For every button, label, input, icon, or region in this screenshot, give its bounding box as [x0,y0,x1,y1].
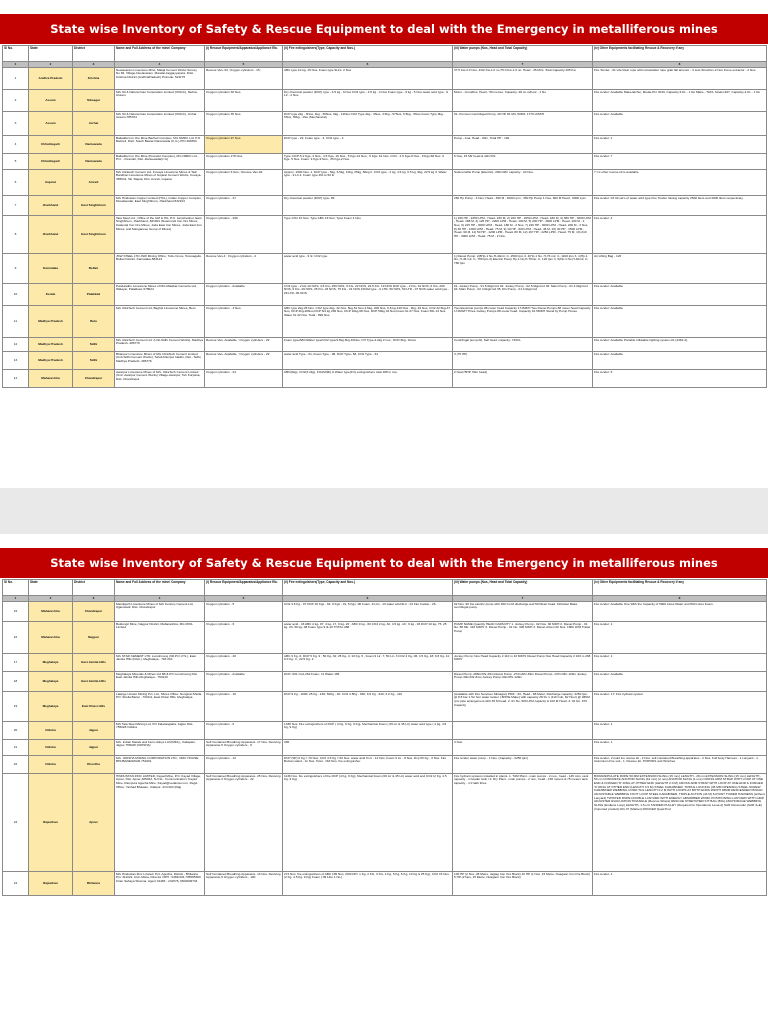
column-header: District [73,580,115,596]
column-number: 4 [115,596,205,602]
fire-extinguishers: DCP type - 22, Foam type - 3, CO2 type - 4 [283,136,453,154]
column-header: (iii) Water pumps (Nos, Head and Total Capacity) [453,580,593,596]
mine-name: Lafarge Umiam Mining Pvt. Ltd., Mines Office: Nongtrai-Shella, PO: Shella Bazar - 793111, East Khasi Hills, Meghalaya. [115,692,205,722]
fire-extinguishers: DCP- 601 Co2-262 Foam- 11 Water-186 [283,672,453,692]
other-equipment: Fire tender- 1 [593,722,767,740]
other-equipment: Fire tender: 7 [593,154,767,170]
other-equipment: Fire tender: 1 [593,136,767,154]
district: Sibsagar [73,90,115,112]
fire-extinguishers: 272 Nos. fire extinguishers of ABC 199 Nos. (500 DPI, 1 Kg, 2 KG, 3 KG, 4 Kg, 5 Kg, 6 Kg, 10 Kg & 25 Kg), CO2 15 Nos. (2 Kg, 4.5 Kg, 9 Kg) Foam ( 09 Litre 1 No.) [283,872,453,896]
district: Amreli [73,170,115,196]
column-number: 5 [205,596,283,602]
column-number: 6 [283,62,453,68]
rescue-equipment: Rescue Van-4 ; Oxygen cylinders - 2 [205,254,283,284]
fire-extinguishers: 396 [283,740,453,756]
sl-no: 21 [3,740,29,756]
state: Madhya Pradesh [29,338,73,352]
sl-no: 7 [3,196,29,216]
page-title: State wise Inventory of Safety & Rescue Equipment to deal with the Emergency in metalliferous mines [0,14,768,44]
water-pumps: 2 Nos(75HP, 50m head) [453,370,593,388]
rescue-equipment: Oxygen cylinders 30 Nos. [205,90,283,112]
mine-name: M/s. ODISHA MINING CORPORATION LTD., OMC HOUSE, BHUBANESWAR-751001 [115,756,205,774]
table-row [3,740,767,756]
other-equipment: Fire tender: Available Make-Eicher, Model-Pro 3019, Capacity-6 KL - 1 No Make - TATA, Model-407, Capacity-4 KL - 1 No [593,90,767,112]
table-row [3,672,767,692]
district: Palakkad [73,284,115,306]
other-equipment: Fire tender- 1 [593,872,767,896]
other-equipment: Fire tender: 1 [593,654,767,672]
fire-extinguishers: 1338 Nos. Fire extinguishers of DCP ( 4 Kg, 6 Kg, 9 Kg), Mechanical Foam ( 09 Ltr & 45 Ltr) water acid type ( 2 kg, 4.5 Kg, 9 Kg) [283,722,453,740]
mine-name: Pandarathu Limestone Mines of M/s Malabar Cements Ltd, Walayar, Palakkad- 678624 [115,284,205,306]
other-equipment: Fire tender: Available [593,112,767,136]
fire-extinguishers: CO2 4.5 Kg - 07 DCP 10 Kgs - 02, 9 Kgs - 01, 5 Kgs -06 Foam -9 Ltrs - 13 water acid 9Ltr - 01 Fire bucket - 26 [283,602,453,622]
state: Jharkhand [29,216,73,254]
rescue-equipment: Rescue Van- Available ; Oxygen cylinders - 29 [205,352,283,370]
district: Dantewada [73,154,115,170]
water-pumps: 01- Pomson Centrifugal Pump, 40 HP, 81 Mtr, 50M3, 1770 LPM/H [453,112,593,136]
other-equipment: Fire tender: 1 [593,622,767,654]
column-header: (i) Rescue Equipment/Apparatus/Appliance Etc. [205,46,283,62]
district: East Singhbhum [73,196,115,216]
inventory-table-2 [2,579,767,896]
water-pumps: Fire tender water pump - 1 Nos. (Capacity - 2250 lpm) [453,756,593,774]
mine-name: M/s Oil & Natural Gas Corporation Limited (ONGC), Jorhat Assam-785704 [115,112,205,136]
fire-extinguishers: DCP type 2kg - 3Nos, 4kg - 30Nos, 6kg - 12Nos CO2 Type 2kg - 3Nos, 4.5kg - 57Nos, 6.5kg - 5Nos Foam Type 9kg - 5Nos, 50kg - 1No (Mechanical) [283,112,453,136]
fire-extinguishers: ABC type 10 kg- 15 Nos; Foam type 9Ltrs- 2 Nos [283,68,453,90]
district: Chandrapur [73,370,115,388]
water-pumps: Motor - Grundfos, Head - 56 metres, Capacity- 90 cu.m/hour - 1 No [453,90,593,112]
water-pumps: 6 Nos, 15 Mtr head & 42m3/hr. [453,154,593,170]
state: Karnataka [29,254,73,284]
district: Jorhat [73,112,115,136]
table-row [3,90,767,112]
district: Dantewada [73,136,115,154]
district: Sidhi [73,338,115,352]
sl-no: 3 [3,112,29,136]
water-pumps: 37.5 Kw-2.0 Nos, 4%2 Kw-1.0 no,75.0 Kw-1.0 no. Head - 35 Mtrs. Total Capacity:195 Kw. [453,68,593,90]
sl-no: 12 [3,338,29,352]
rescue-equipment: Oxygen cylinders - 6 [205,622,283,654]
rescue-equipment: Oxygen cylinders - 6 [205,722,283,740]
sl-no: 1 [3,68,29,90]
table-row [3,654,767,672]
table-row [3,622,767,654]
district: Ajmer [73,774,115,872]
fire-extinguishers: water acid - 43 ABC 2 kg- 07, 4 kg- 17, 9 kg- 20 ; ABC 9 kg - 60 CO2 2 kg- 32, 4.5 kg -19 ; 9 kg - 03 DCP 10 kg- 75, 25 kg- 03, 50 kg- 08 Foam type 9 lit-10 TOTAL 288 [283,622,453,654]
column-header: (i) Rescue Equipment/Apparatus/Appliance Etc. [205,580,283,596]
other-equipment: Fire tender: 03 02 set's of water acid type Fire Tender having capacity 2500 liters and 4000 liters respectively. [593,196,767,216]
state: Meghalaya [29,692,73,722]
table-row [3,602,767,622]
district: Krishna [73,68,115,90]
rescue-equipment: Oxygen cylinders - 40 [205,654,283,672]
state: Rajasthan [29,774,73,872]
mine-name: M/s Tata Steel Mining Ltd, PO Kalarangiatta, Jajpur Dist-755028 Odisha [115,722,205,740]
state: Maharashtra [29,622,73,654]
sl-no: 13 [3,352,29,370]
rescue-equipment: Self Contained Breathing Apparatus- 13 Nos. Reviving Apparatus-5 Oxygen cylinders - 100 [205,872,283,896]
fire-extinguishers: Type: DCP-5.2 Kgs- 4 Nos., 4.5 Kgs- 16 Nos., 5 Kgs-31 Nos., 9 Kgs- 61 Nos. CO2 - 4.5 Kgs-8 Nos., 9 Kgs-68 Nos. 9 Kgs- 5 Nos. Foam: 9 Kgs-9 Nos., 25 Kgs-2 Nos. [283,154,453,170]
water-pumps: 1) 150 HP - 2250 LPM - Head- 230 M; 2) 220 HP - 2250 LPM - Head- 180 M, 3) 380 HP - 3000 LPM - Head- 188 M, 4) 125 HP - 2200 LPM - Head- 190 M, 5) 200 HP - 3000 LPM - Head- 190 M - 2 Nos, 6) 215 HP - 3000 LPM - Head- 180 M - 2 Nos, 7) 240 HP - 3000 LPM - Head- 200 M - 3 Nos, 8) 30 HP - 1000 LPM - Head- 75 M, 9) 10 HP - 600 LPM - Head- 45 M, 10) 30 HP - 1500 LPM - Head- 90 M, 11) 50 HP - 1200 LPM - Head- 80 M, 12) 167 HP - 2250 LPM - Head- 75 M, 13) 210 HP - 3000 LPM - Head- 75 M - 2 Nos. [453,216,593,254]
column-number: 3 [73,596,115,602]
rescue-equipment: Oxygen cylinders - 5 [205,602,283,622]
water-pumps: 02 Nos. 90 Kw electric pump with 360 Cu M discharge and 50 Meter head, Kirloskar Make centrifugal pump. [453,602,593,622]
sl-no: 15 [3,602,29,622]
other-equipment: Fire tender: Available [593,306,767,338]
rescue-equipment: Oxygen cylinders - Available [205,672,283,692]
other-equipment: Fire tender: Available [593,284,767,306]
rescue-equipment: Self Contained Breathing Apparatus- 25 Nos. Reviving Apparatus-3 Oxygen cylinders - 22 [205,774,283,872]
water-pumps: (Available with Fire Services Sibsagar) PDIF - 60, Head - 68 Meter, Discharge capacity: 2250 lpm @ 8.8 bar 1 Tel hon water tanker ( 8KPIE Make) with capacity 28 KL 1 (110 Cub. M/ Hour) @ 28KM rpm pipe arrangement with 35 M head. 2. 01 No. 900 LPM capacity & 100 M Head. 3. 02 No. 976 Capacity [453,692,593,722]
water-pumps: 100 HP (2 Nos ,28 Metre, Jajpag Iron Ore Block) 10 HP (1 Nos ,15 Metre, Nuagaon Iron Ore Block) 5 HP (2 Nos, 15 Metre, Nuagaon Iron Ore Block) [453,872,593,896]
fire-extinguishers: Foam type/ABC/Water type/CO2 type/4.5kg,5kg-10Nos, CH Type-4.2kg 2 nos., DCP-5kg- 10nos [283,338,453,352]
table-row [3,692,767,722]
other-equipment: Fire tender: Available Portable inflatable lighting system-01 (4464-4), [593,338,767,352]
column-number: 3 [73,62,115,68]
rescue-equipment: Oxygen cylinders - 10 [205,692,283,722]
column-number: 1 [3,596,29,602]
water-pumps: 3 (75 HP) [453,352,593,370]
column-header: State [29,46,73,62]
fire-extinguishers: Dry chemical powder (DCP) type - 4.5 kg - 9 Nos CO2 type - 4.5 kg - 4 Nos Foam type - 9 kg - 5 Nos water acid type - 9 Ltr - 2 Nos [283,90,453,112]
other-equipment: 7 n's other rescue kit is available [593,170,767,196]
table-row [3,774,767,872]
state: Odisha [29,722,73,740]
page-title: State wise Inventory of Safety & Rescue Equipment to deal with the Emergency in metalliferous mines [0,548,768,578]
state: Maharashtra [29,370,73,388]
state: Assam [29,112,73,136]
mine-name: Beldongri Mine, Nagpur District, Maharashtra, M/s MOIL Limited [115,622,205,654]
column-header: District [73,46,115,62]
mine-name: M/s. Indian Metals and Ferro Alloys Ltd.(IMFA),, Kaliapani, Jajpur-755028 (ODISHA) [115,740,205,756]
mine-name: M/s Hindustan Copper Limited (HCL), Indian Copper Complex, Mosabandar, East Singhbhum, Jharkhand 832103 [115,196,205,216]
mine-name: M/s UltraTech Cement Ltd. (Unit-Sidhi Cement Works), Madhya Pradesh- 486776 [115,338,205,352]
table-row [3,136,767,154]
sl-no: 24 [3,872,29,896]
table-row [3,154,767,170]
district: Jajpur [73,740,115,756]
rescue-equipment: Oxygen cylinders - 47 [205,196,283,216]
fire-extinguishers: CO2 type - 2 kG-10 NOS, 4.5 KG- 250 NOS, 9 KG- 22 NOS, 22.5 KG- 19 NOS DCP type - 2 KG- 01 NOS, 6 KG- 290 NOS, 9 KG- 29 NOS, 25 KG- 03 NOS, 75 KG - 01 NOS FOAM type - 9 LTR- 50 NOS, 50 LTR - 07 NOS water acid type - 09 LTR- 05 NOS [283,284,453,306]
water-pumps: Two Electrical pumps 88 meter head Capacity 171M3/H Two Diesel Pumps 88 meter head Capacity 171M3/H Three Jockey Pumps 88 meter head, Capacity 10.5M3/H Stand by Pump House [453,306,593,338]
state: Kerala [29,284,73,306]
district: East Khasi Hills [73,692,115,722]
table-row [3,254,767,284]
water-pumps: 1) Diesel Pump: 2(8Hp-1 No,H-40mtr, C- 2500 lpm 3. 4(Hp-1 No, H-76 mtr, C- 1100 lpm 3. 1(Hp-1 No, H-46 mtr, C- 780 lpm 2) Electric Pump Hp-1 No,H-76mtr, C- 120 lpm 3. 5(Hp-1 No,H-40mtr, C- 780 lpm [453,254,593,284]
state: Gujarat [29,170,73,196]
sl-no: 11 [3,306,29,338]
state: Chhattisgarh [29,154,73,170]
table-row [3,196,767,216]
mine-name: Meghalaya Minerals & Mines Ltd 6B & PO Lumshnong Dist East Jaintia Hills Meghalaya - 793210 [115,672,205,692]
fire-extinguishers: DCP 9 Kg - 1000; 25 Kg - 160; 50Kg - 40. CO2 4.5Kg - 630; 6.5 Kg - 640; 3.2 Kg - 110 [283,692,453,722]
mine-name: Manikgarh Limestone Mines of M/s Century Cement Ltd, Ujjamwadi, Dist- Chandrapur [115,602,205,622]
column-number: 8 [593,62,767,68]
table-row [3,352,767,370]
sl-no: 14 [3,370,29,388]
fire-extinguishers: Approx. 1000 Nos. 1. DCP type - 5kg, 6.5kg, 10kg, 25kg, 50kg 2. CO2 type - 2 kg, 4.5 kg, 6.5 kg, 9kg, 22.5 kg 3. Water type - 9 Ltr 4. Foam type-9% to 50 ltr [283,170,453,196]
fire-extinguishers: water acid Type - 01, Foam Type - 08, DCP Type- 58, CO2 Type - 34 [283,352,453,370]
sl-no: 23 [3,774,29,872]
rescue-equipment: Self Contained Breathing Apparatus- 17 Nos. Reviving Apparatus-5 Oxygen cylinders - 5 [205,740,283,756]
district: Sidhi [73,352,115,370]
other-equipment: Fire tender- 17; Fire hydrant system [593,692,767,722]
column-number: 8 [593,596,767,602]
fire-extinguishers: 1136 Nos. fire extinguishers of the DCP (4 Kg, 9 Kg), Mechanical Foam (09 Ltr & 45 Ltr) water acid and CO2 (2 Kg, 4.5 Kg, 9 Kg) [283,774,453,872]
column-header: (ii) Fire extinguishers(Type, Capacity and Nos.) [283,46,453,62]
column-header: Name and Full Address of the mine/ Company [115,580,205,596]
sl-no: 8 [3,216,29,254]
district: Bellari [73,254,115,284]
other-equipment: Fire tender- 2 Gold fox rescue kit - 2 Nos. self contained Breathing apparatus - 2 Nos. Full body Harness - 1 Lanyard - 1. Aluminium Fire suit - 1. Rescue kit, TRIPODS and Winches. [593,756,767,774]
water-pumps: Centrifugal pump-02, Self head, capacity- 740CL [453,338,593,352]
column-number: 5 [205,62,283,68]
water-pumps: Submersible Pump (Electric)- 200m3/hr capacity - 02 Nos. [453,170,593,196]
rescue-equipment: Rescue Van- Available ; Oxygen cylinders - 29 [205,338,283,352]
rescue-equipment: Oxygen cylinders 178 Nos. [205,154,283,170]
mine-name: Tata Steel Ltd., Office of the GM & HG, P.O. Jamshedpur, East Singhbhum, Jharkhand- 831001 (Noamundi Iron Ore Mines, Katamati Iron Ore Mines, Joda East Iron Mines, Joda East Iron Mines, and Manganese Group of Mines) [115,216,205,254]
mine-name: M/s Oil & Natural Gas Corporation Limited (ONGC), Nazira, Assam. [115,90,205,112]
fire-extinguishers: Dry chemical powder (DCP) type- 89 [283,196,453,216]
rescue-equipment: Oxygen cylinders - 12 [205,756,283,774]
header-row [3,580,767,596]
sl-no: 9 [3,254,29,284]
district: Bhilwara [73,872,115,896]
state: Meghalaya [29,672,73,692]
state: Madhya Pradesh [29,352,73,370]
column-number: 6 [283,596,453,602]
sl-no: 20 [3,722,29,740]
column-number: 2 [29,596,73,602]
mine-name: Neelavaram Limestone Mine, Maiaji Cement Works Survey No.84, Village-Neelavaram, Mandal-Jaggayyapeta, Distt. Krishna District (AndhraPradesh) Pincode: 521175 [115,68,205,90]
other-equipment: BIOMANIPULATE ROPE 50 MM EXTENSION SLING (15 mm) LENGTH - 28 cm EXTENSION SLING (15 mm) LENGTH - 50 cm CONCRETE ANCHOR SLING (44 mm) (2 nos) ANCHOR SLING (1 nos) CROSS ARM STRAP WITH LOOP AT ONE END & FORGED 'D' RING AT OTHER END (LENGTH 2.0 M) CROSS ARM STRAP WITH LOOP AT ONE END & FORGED 'D' RING AT OTHER END (LENGTH 3.5 M) STEEL KARABINER, TRIPLE LOCKING (35 MM OPENING) STEEL SCREW KARABINER WEBBING CORD TAIL LENGTH 0.2 M WITH LOOPS AT BOTH ENDS WIDTH 48MM DESCENDER PROAD ADJUSTABLE WEBBING FOOT LOOP STEEL KARABINER, TRIPLE ACTION (44 M) 6-POINT TOWER HARNESS (without Lanyard) TWISTED ROPE DOUBLE LANYARD WITH ENERGY ABSORBER WORK POSITIONING LANYARD WITH GRIP ADJUSTER EVACUATION TRIANGLE (Rescue Wraps) RESCUE STRETCHER KIT BAG (BIG) ANCHORAGE WEBBING SLING (Endless Loop) LENGTH- 1.5 mtr TANDEM PULLEY (Required for Operations Level-2) SAR Descender (SAR 3+E) (Imported product) RG 07 (Marker) ROCKER Quad Pod [593,774,767,872]
column-header: (iv) Other Equipments facilitating Rescue & Recovery if any [593,580,767,596]
column-number: 7 [453,62,593,68]
mine-name: M/s Hindustan Zinc Limited, P.O. Agucha, District - Bhilwara Pin: 311022, Arun Misra, Director OPH : 0484/431,735585300 Kiran Sahaya Sharma, Agent 01483 - 241576, 9602609734 [115,872,205,896]
district: Khordha [73,756,115,774]
mine-name: Bhanpur Limestone Mines of M/s UltraTech Cement Limited (Unit-Sidhi Cement Works), Tehsil-Rampur Naikin, Dist.- Sidhi, Madhya Pradesh- 486776 [115,352,205,370]
sl-no: 5 [3,154,29,170]
column-number: 7 [453,596,593,602]
state: Meghalaya [29,654,73,672]
mine-name: Bailadila Iron Ore Mine Bacheli Complex, M/s NMDC Ltd. P.O. Bacheli, Distt. South Bastar Dantewada (C.G.) PIN 494553 [115,136,205,154]
water-pumps: Fire hydrant systems installed in plants. 1. TAM Plant - main pumps - 2 nos., head - 145 mtrs, tank capacity - 1 header tank / 2. Dry Plant - main pumps - 2 nos., head - 156 meters & 75 meters tank capacity - 1.0 lakh litres. [453,774,593,872]
column-header: State [29,580,73,596]
state: Rajasthan [29,872,73,896]
rescue-equipment: Rescue Van- 02, Oxygen cylinders - 15; [205,68,283,90]
district: Betu [73,306,115,338]
water-pumps [453,722,593,740]
mine-name: Awarpur Limestone Mines of M/s. UltraTech Cement Limited (Unit: Awarpur Cement Works) Village-Awarpur, Teh Korpana, Dist.-Chandrapur [115,370,205,388]
district: Nagpur [73,622,115,654]
fire-extinguishers: ABC(6kg), CO2(3.2kg), FOAM(9lt) & Water type(9 lt) extinguishers total 188 in nos. [283,370,453,388]
state: Jharkhand [29,196,73,216]
other-equipment: Fire tender- 1 [593,740,767,756]
column-header: (iv) Other Equipments facilitating Rescue & Recovery if any [593,46,767,62]
state: Odisha [29,740,73,756]
column-header: Name and Full Address of the mine/ Company [115,46,205,62]
column-number: 1 [3,62,29,68]
rescue-equipment: Oxygen cylinders - 24 [205,370,283,388]
column-number: 2 [29,62,73,68]
rescue-equipment: Oxygen cylinders - Available [205,284,283,306]
water-pumps: Diesel Pump -288m3/hr-29m Diesel Pump -273m3/hr-69m Diesel Pump -137m3/hr-129m Jockey Pump-30m3/hr-81m Jockey Pump-30m3/hr-129m [453,672,593,692]
table-row [3,306,767,338]
rescue-equipment: Oxygen cylinders 35 Nos. [205,112,283,136]
fire-extinguishers: DCP (SP) 6 Kg = 70 Nos. CO2 4.5 Kg = 62 Nos. water acid 9 Ltr - 12 Nos. Foam 9 Ltr - 8 Nos. Dcp 50 Kg - 3 Nos. Fire Bucket stand - 11 Nos. Total - 163 Nos. fire extinguisher. [283,756,453,774]
table-row [3,68,767,90]
water-pumps: 01. Jockey Pump - 01 5.0kg/cm2 02. Jockey Pump - 02 5.0kg/cm2 03. Main Pump - 01 4.0kg/cm2 04. Main Pump - 02 4.0kg/cm2 05. DG Pump - 01 4.0kg/cm2 [453,284,593,306]
mine-name: M/s Ultratech Cement Ltd, Kovaya Limestone Mines & Tadi Bandhan Limestone Mines of Gujarat Cement Works, Kovaya-365541, Tal. Rajula, Dist. Amreli, Gujarat [115,170,205,196]
table-row [3,338,767,352]
table-row [3,756,767,774]
table-row [3,216,767,254]
state: Maharashtra [29,602,73,622]
sl-no: 6 [3,170,29,196]
other-equipment: Fire tender: Available One With the Capacity of 5000 Litres Water and 500 Litres Foam. [593,602,767,622]
column-header: (ii) Fire extinguishers(Type, Capacity and Nos.) [283,580,453,596]
mine-name: Bailadila Iron Ore Mine (Kirandul Complex), M/s NMDC Ltd., P.O. - Kirandul, Dist.-Dantewada(C.G) [115,154,205,170]
sl-no: 18 [3,672,29,692]
fire-extinguishers: ABC type 2kg-25 Nos, CO2 type 2kg- 42 Nos, 5kg-51 Nos,4.5kg- 206 Nos, 6.8 kg-149 Nos , 9kg- 49 Nos, CO2 22.5kg-37 Nos, DCP 2kg-20Nos,DCP 6/4 kg 206 Nos, DCP 10kg-08 Nos, DCP 50kg 04 Nos,Foam 9L 07 Nos, Foam 50L 13 Nos, Water 9L 32 Nos. Total - 899 Nos. [283,306,453,338]
rescue-equipment: Oxygen cylinders - 4 Nos. [205,306,283,338]
table-row [3,170,767,196]
other-equipment: Fire tender: Available [593,352,767,370]
column-header: (iii) Water pumps (Nos, Head and Total Capacity) [453,46,593,62]
rescue-equipment: Oxygen cylinders 97 Nos. [205,136,283,154]
table-row [3,370,767,388]
water-pumps: 250 Hp Pump - 3 Nos; Head - 350 M ; 4000 Lpm ; 350 Hp Pump 1 Nos, 600 M Head , 6000 Lpm [453,196,593,216]
other-equipment: Air Lifting Bag - 120 [593,254,767,284]
rescue-equipment: Oxygen cylinders - 290 [205,216,283,254]
district: East Jaintia Hills [73,672,115,692]
mine-name: M/s UltraTech Cement Ltd, Baghel Limestone Mines, Betu [115,306,205,338]
state: Andhra Pradesh [29,68,73,90]
table-row [3,722,767,740]
column-number: 4 [115,62,205,68]
mine-name: JSW STEEL LTD JSW Mining Office, Tubu Cross, Toranagallu, Bellari District, Karnataka-583123 [115,254,205,284]
sl-no: 10 [3,284,29,306]
water-pumps: Pump - Ana, Head - 90m, Total HP - 102 [453,136,593,154]
sl-no: 17 [3,654,29,672]
page-2 [0,534,768,1024]
district: Jajpur [73,722,115,740]
state: Chhattisgarh [29,136,73,154]
inventory-table-1 [2,45,767,388]
mine-name: M/s STAR CEMENT LTD. Lumshnong (Vill,P.O.,P.S.), East Jaintia Hills (Distt.), Meghalaya - 793 210. [115,654,205,672]
sl-no: 4 [3,136,29,154]
table-row [3,112,767,136]
district: East Jaintia Hills [73,654,115,672]
water-pumps: Jockey Pump: Nos Head Capacity 2 110 m 10 M3/Hr Diesel Pump Nos Head Capacity 2 100 m 268 M3/Hr [453,654,593,672]
other-equipment: Fire tender: 4 [593,216,767,254]
district: East Singhbhum [73,216,115,254]
fire-extinguishers: Type CO2 10 Nos; Type ABC 16 Nos; Type Foam 4 Nos [283,216,453,254]
fire-extinguishers: water acid type - 9 ltr. CO2 type [283,254,453,284]
state: Assam [29,90,73,112]
other-equipment: Fire tender: 5 [593,370,767,388]
table-row [3,872,767,896]
other-equipment: Fire Tender - 01 Life Rear rope with retractable/ rope grab fall arrestor - 3 sets Stretcher-2 Nos Fume extractor - 2 Nos [593,68,767,90]
sl-no: 19 [3,692,29,722]
water-pumps: 3 Nos. [453,740,593,756]
header-row [3,46,767,62]
table-row [3,284,767,306]
sl-no: 22 [3,756,29,774]
sl-no: 16 [3,622,29,654]
rescue-equipment: Oxygen cylinders 6 Nos.; Rescue Van-02 [205,170,283,196]
column-header: Sl No. [3,580,29,596]
other-equipment: Fire tender: Available [593,672,767,692]
fire-extinguishers: ABC 9 Kg- 6, DCP 5 Kg- 9 ; 50 Kg- 32; 25 Kg- 4; 10 Kg- 5 , Foam 9 Ltr- 7; 50 Ltr- 3 CO2 2 Kg- 06, 4.5 Kg- 18; 6.8 Kg- 11; 9.0 Kg- 4 ; 22.5 Kg- 2 [283,654,453,672]
mine-name: HINDUSTAN ZINC LIMITED, Kayad Mine, P.O. Kayad Village, Ajmer, Dist. Ajmer-305023, Tel No.: Communication: Kayad Mine, Rampura Agucha Mine, Kayad@vedanta.co.in, Regd. Office: Yashad Bhawan, Udaipur- 313 004 (Raj) [115,774,205,872]
state: Odisha [29,756,73,774]
column-header: Sl No. [3,46,29,62]
water-pumps: PUMP NAME Quantity HEAD CAPACITY 1. Jockey Pump - 02 Nos. 30 M3/H 2. Diesel Pump - 01 No. 88 Mtr. 410 M3/Hr 3. Diesel Pump - 01 No. 300 M3/H 4. Diesel driven 02 Nos. 1800 LPM Trailer Pump [453,622,593,654]
state: Madhya Pradesh [29,306,73,338]
sl-no: 2 [3,90,29,112]
district: Chandrapur [73,602,115,622]
page-1 [0,0,768,488]
